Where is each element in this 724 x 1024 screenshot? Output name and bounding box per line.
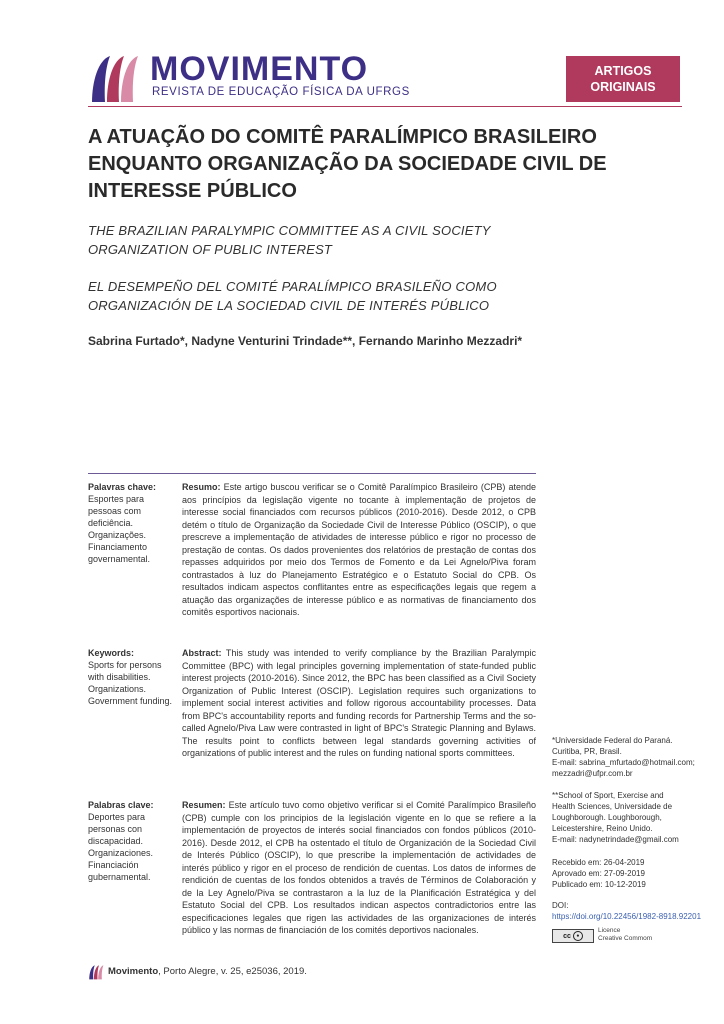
approved-date: Aprovado em: 27-09-2019 xyxy=(552,869,645,878)
license-line-2: Creative Commom xyxy=(598,935,653,942)
published-date: Publicado em: 10-12-2019 xyxy=(552,880,646,889)
section-tag-line2: ORIGINAIS xyxy=(590,80,656,94)
movimento-logo-icon xyxy=(88,52,140,104)
license-text xyxy=(598,927,652,943)
received-date: Recebido em: 26-04-2019 xyxy=(552,858,645,867)
authors-line: Sabrina Furtado*, Nadyne Venturini Trindade**, Fernando Marinho Mezzadri* xyxy=(88,334,523,348)
publication-dates xyxy=(552,857,708,890)
keywords-en-text: Sports for persons with disabilities. Organizations. Government funding. xyxy=(88,660,173,706)
movimento-footer-logo-icon xyxy=(88,964,104,980)
keywords-pt-heading: Palavras chave: xyxy=(88,482,157,492)
article-title-en: THE BRAZILIAN PARALYMPIC COMMITTEE AS A CIVIL SOCIETY ORGANIZATION OF PUBLIC INTEREST xyxy=(88,223,491,257)
keywords-es-text: Deportes para personas con discapacidad. Organizaciones. Financiación gubernamental. xyxy=(88,812,154,882)
affiliation-2-line: Health Sciences, Universidade de xyxy=(552,802,673,811)
footer-citation-text: , Porto Alegre, v. 25, e25036, 2019. xyxy=(158,966,307,977)
abstract-en xyxy=(182,647,536,760)
keywords-en xyxy=(88,647,174,707)
journal-brand-title: MOVIMENTO xyxy=(150,50,369,88)
affiliation-2-line: Leicestershire, Reino Unido. xyxy=(552,824,653,833)
abstract-es xyxy=(182,799,536,937)
footer-journal-name: Movimento xyxy=(108,966,159,977)
article-title-pt: A ATUAÇÃO DO COMITÊ PARALÍMPICO BRASILEIRO ENQUANTO ORGANIZAÇÃO DA SOCIEDADE CIVIL DE INTERESSE PÚBLICO xyxy=(88,126,607,202)
abstract-es-text: Este artículo tuvo como objetivo verificar si el Comité Paralímpico Brasileño (CPB) cumple con los principios de la legislación vigente en lo que se refiere a la implementación de proyectos de interés social financiados con fondos públicos (2010-2016). Desde 2012, el CPB ha ostentado el título de Organización de la Sociedad Civil de Interés Público (OSCIP), lo que prescribe la implementación de actividades de interés público y rigor en el proceso de rendición de cuentas. Los datos de informes de rendición de cuentas de los fondos obtenidos a través de Términos de Colaboración y de la Ley Agnelo/Piva se contrastaron a la luz de la Planificación Estratégica y del Estatuto Social del CPB. Los resultados indican aspectos contradictorios entre las especificaciones legales que rigen las actividades de las organizaciones de interés público y las normas de financiación de los comités deportivos nacionales. xyxy=(182,800,536,935)
affiliation-1-line: E-mail: sabrina_mfurtado@hotmail.com; xyxy=(552,758,695,767)
keywords-es xyxy=(88,799,174,883)
keywords-es-heading: Palabras clave: xyxy=(88,800,154,810)
header-divider xyxy=(88,106,682,107)
abstract-en-heading: Abstract: xyxy=(182,648,222,658)
affiliation-1 xyxy=(552,735,708,779)
license-line-1: Licence xyxy=(598,927,621,934)
affiliation-2-line: Loughborough. Loughborough, xyxy=(552,813,662,822)
abstract-pt-heading: Resumo: xyxy=(182,482,221,492)
keywords-pt xyxy=(88,481,174,565)
keywords-pt-text: Esportes para pessoas com deficiência. Organizações. Financiamento governamental. xyxy=(88,494,151,564)
affiliation-2-line: **School of Sport, Exercise and xyxy=(552,791,664,800)
abstract-en-text: This study was intended to verify compliance by the Brazilian Paralympic Committee (BPC) with legal principles governing implementation of state-funded public interest projects (2010-2016). Since 2012, the BPC has been classified as a Civil Society Organization of Public Interest (OSCIP). Legislation requires such organizations to implement social interest activities and follow rigorous accountability processes. Data from BPC's accountability reports and funding records for Partnership Terms and the so-called Agnelo/Piva Law were contrasted in light of BPC's Strategic Planning and Bylaws. The results point to conflicts between legal standards governing activities of organizations of public interest and the rules on funding national sports committees. xyxy=(182,648,536,758)
affiliation-1-line: Curitiba, PR, Brasil. xyxy=(552,747,622,756)
journal-brand-subtitle: REVISTA DE EDUCAÇÃO FÍSICA DA UFRGS xyxy=(152,86,410,98)
affiliation-2-line: E-mail: nadynetrindade@gmail.com xyxy=(552,835,679,844)
abstract-pt-text: Este artigo buscou verificar se o Comitê Paralímpico Brasileiro (CPB) atende aos princípios da legislação vigente no tocante à implementação de projetos de interesse social financiados com recursos públicos (2010-2016). Desde 2012, o CPB detém o título de Organização da Sociedade Civil de Interesse Público (OSCIP), o que prescreve a implementação de atividades de interesse público e rigor no processo de prestação de contas. Os dados provenientes dos relatórios de prestação de contas dos repasses adquiridos por meio dos Termos de Fomento e da Lei Agnelo/Piva foram contrastados à luz do Planejamento Estratégico e o Estatuto Social do CPB. Os resultados indicam aspectos conflitantes entre as especificações legais que regem a atuação das organizações de interesse público e as normativas de financiamento dos comitês esportivos nacionais. xyxy=(182,482,536,617)
abstract-divider xyxy=(88,473,536,474)
cc-by-icon: ● xyxy=(573,931,583,941)
article-title-es: EL DESEMPEÑO DEL COMITÉ PARALÍMPICO BRASILEÑO COMO ORGANIZACIÓN DE LA SOCIEDAD CIVIL DE INTERÉS PÚBLICO xyxy=(88,279,497,313)
affiliation-1-line: *Universidade Federal do Paraná. xyxy=(552,736,673,745)
footer-citation xyxy=(108,966,307,977)
affiliation-2 xyxy=(552,790,708,845)
section-tag xyxy=(566,56,680,102)
abstract-es-heading: Resumen: xyxy=(182,800,226,810)
section-tag-line1: ARTIGOS xyxy=(594,64,652,78)
keywords-en-heading: Keywords: xyxy=(88,648,135,658)
creative-commons-badge[interactable] xyxy=(552,929,594,943)
doi-block xyxy=(552,900,708,922)
cc-badge-label: cc xyxy=(563,932,571,940)
abstract-pt xyxy=(182,481,536,619)
doi-link[interactable]: https://doi.org/10.22456/1982-8918.92201 xyxy=(552,912,702,921)
affiliation-1-line: mezzadri@ufpr.com.br xyxy=(552,769,633,778)
doi-label: DOI: xyxy=(552,901,569,910)
